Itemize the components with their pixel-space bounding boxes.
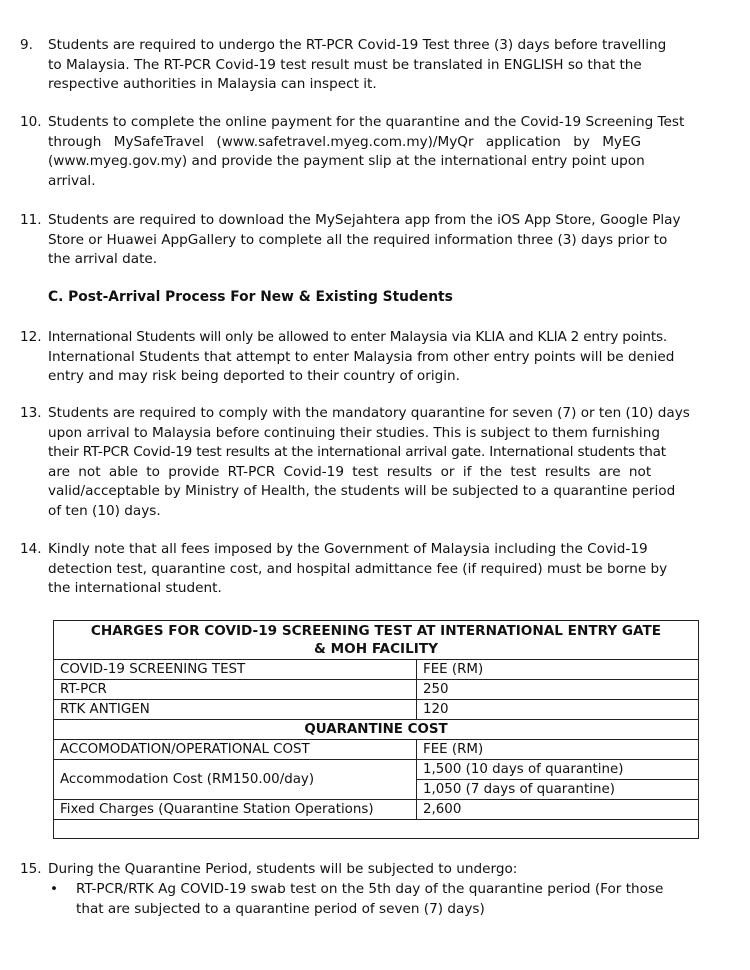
- table-cell: COVID-19 SCREENING TEST: [54, 660, 417, 680]
- item-number: 12.: [20, 329, 42, 345]
- text-line: that are subjected to a quarantine period of seven (7) days): [76, 900, 485, 917]
- table-cell: 120: [417, 700, 699, 720]
- table-cell: 1,050 (7 days of quarantine): [417, 780, 699, 800]
- table-cell: 250: [417, 680, 699, 700]
- table-cell-empty: [54, 820, 699, 839]
- bullet-text: [76, 880, 700, 919]
- item-text: [48, 113, 700, 191]
- text-line: International Students will only be allowed to enter Malaysia via KLIA and KLIA 2 entry points.: [48, 329, 667, 345]
- text-line: Kindly note that all fees imposed by the Government of Malaysia including the Covid-19: [48, 541, 648, 557]
- item-text: [48, 328, 700, 387]
- text-line: respective authorities in Malaysia can inspect it.: [48, 76, 377, 93]
- table-cell: RT-PCR: [54, 680, 417, 700]
- text-line: International Students that attempt to enter Malaysia from other entry points will be denied: [48, 348, 675, 365]
- table-row: [54, 700, 699, 720]
- item-number: 13.: [20, 405, 42, 421]
- text-line: Students are required to undergo the RT-PCR Covid-19 Test three (3) days before travelling: [48, 37, 667, 53]
- text-line: Students are required to download the MySejahtera app from the iOS App Store, Google Play: [48, 212, 681, 228]
- text-line: (www.myeg.gov.my) and provide the payment slip at the international entry point upon: [48, 153, 645, 170]
- text-line: the arrival date.: [48, 251, 158, 268]
- table-subheading: QUARANTINE COST: [54, 720, 699, 740]
- text-line: through MySafeTravel (www.safetravel.myeg.com.my)/MyQr application by MyEG: [48, 133, 642, 150]
- text-line: upon arrival to Malaysia before continuing their studies. This is subject to them furnishing: [48, 424, 660, 441]
- text-line: entry and may risk being deported to their country of origin.: [48, 368, 460, 385]
- table-title: [54, 621, 699, 660]
- table-cell: 2,600: [417, 800, 699, 820]
- text-line: arrival.: [48, 172, 96, 189]
- table-cell: FEE (RM): [417, 740, 699, 760]
- table-cell: 1,500 (10 days of quarantine): [417, 760, 699, 780]
- table-title-line: CHARGES FOR COVID-19 SCREENING TEST AT INTERNATIONAL ENTRY GATE: [90, 623, 662, 639]
- text-line: are not able to provide RT-PCR Covid-19 test results or if the test results are not: [48, 463, 652, 480]
- section-heading: C. Post-Arrival Process For New & Existing Students: [48, 289, 453, 305]
- text-line: detection test, quarantine cost, and hospital admittance fee (if required) must be borne by: [48, 560, 668, 577]
- text-line: valid/acceptable by Ministry of Health, the students will be subjected to a quarantine period: [48, 483, 676, 500]
- table-cell: FEE (RM): [417, 660, 699, 680]
- text-line: their RT-PCR Covid-19 test results at the international arrival gate. International students that: [48, 444, 666, 461]
- bullet-icon: •: [50, 881, 59, 897]
- table-title-line: & MOH FACILITY: [314, 641, 438, 657]
- text-line: Students are required to comply with the mandatory quarantine for seven (7) or ten (10) days: [48, 405, 690, 421]
- table-cell: RTK ANTIGEN: [54, 700, 417, 720]
- text-line: Store or Huawei AppGallery to complete all the required information three (3) days prior to: [48, 231, 668, 248]
- item-number: 15.: [20, 861, 42, 877]
- text-line: the international student.: [48, 580, 222, 597]
- text-line: During the Quarantine Period, students will be subjected to undergo:: [48, 861, 518, 877]
- table-row-empty: [54, 820, 699, 839]
- table-cell: ACCOMODATION/OPERATIONAL COST: [54, 740, 417, 760]
- table-row: [54, 660, 699, 680]
- table-title-row: [54, 621, 699, 660]
- text-line: RT-PCR/RTK Ag COVID-19 swab test on the 5th day of the quarantine period (For those: [76, 881, 664, 897]
- item-number: 9.: [20, 37, 33, 53]
- table-subheading-row: [54, 720, 699, 740]
- table-cell: Fixed Charges (Quarantine Station Operations): [54, 800, 417, 820]
- charges-table: [53, 620, 699, 839]
- table-row: [54, 760, 699, 780]
- item-text: [48, 36, 700, 95]
- table-row: [54, 800, 699, 820]
- text-line: Students to complete the online payment for the quarantine and the Covid-19 Screening Test: [48, 114, 685, 130]
- item-text: [48, 211, 700, 270]
- item-text: [48, 860, 700, 880]
- table-cell: Accommodation Cost (RM150.00/day): [54, 760, 417, 800]
- item-text: [48, 404, 700, 522]
- text-line: to Malaysia. The RT-PCR Covid-19 test result must be translated in ENGLISH so that the: [48, 56, 642, 73]
- table-row: [54, 680, 699, 700]
- item-number: 11.: [20, 212, 42, 228]
- table-row: [54, 740, 699, 760]
- text-line: of ten (10) days.: [48, 502, 161, 519]
- item-text: [48, 540, 700, 599]
- item-number: 14.: [20, 541, 42, 557]
- item-number: 10.: [20, 114, 42, 130]
